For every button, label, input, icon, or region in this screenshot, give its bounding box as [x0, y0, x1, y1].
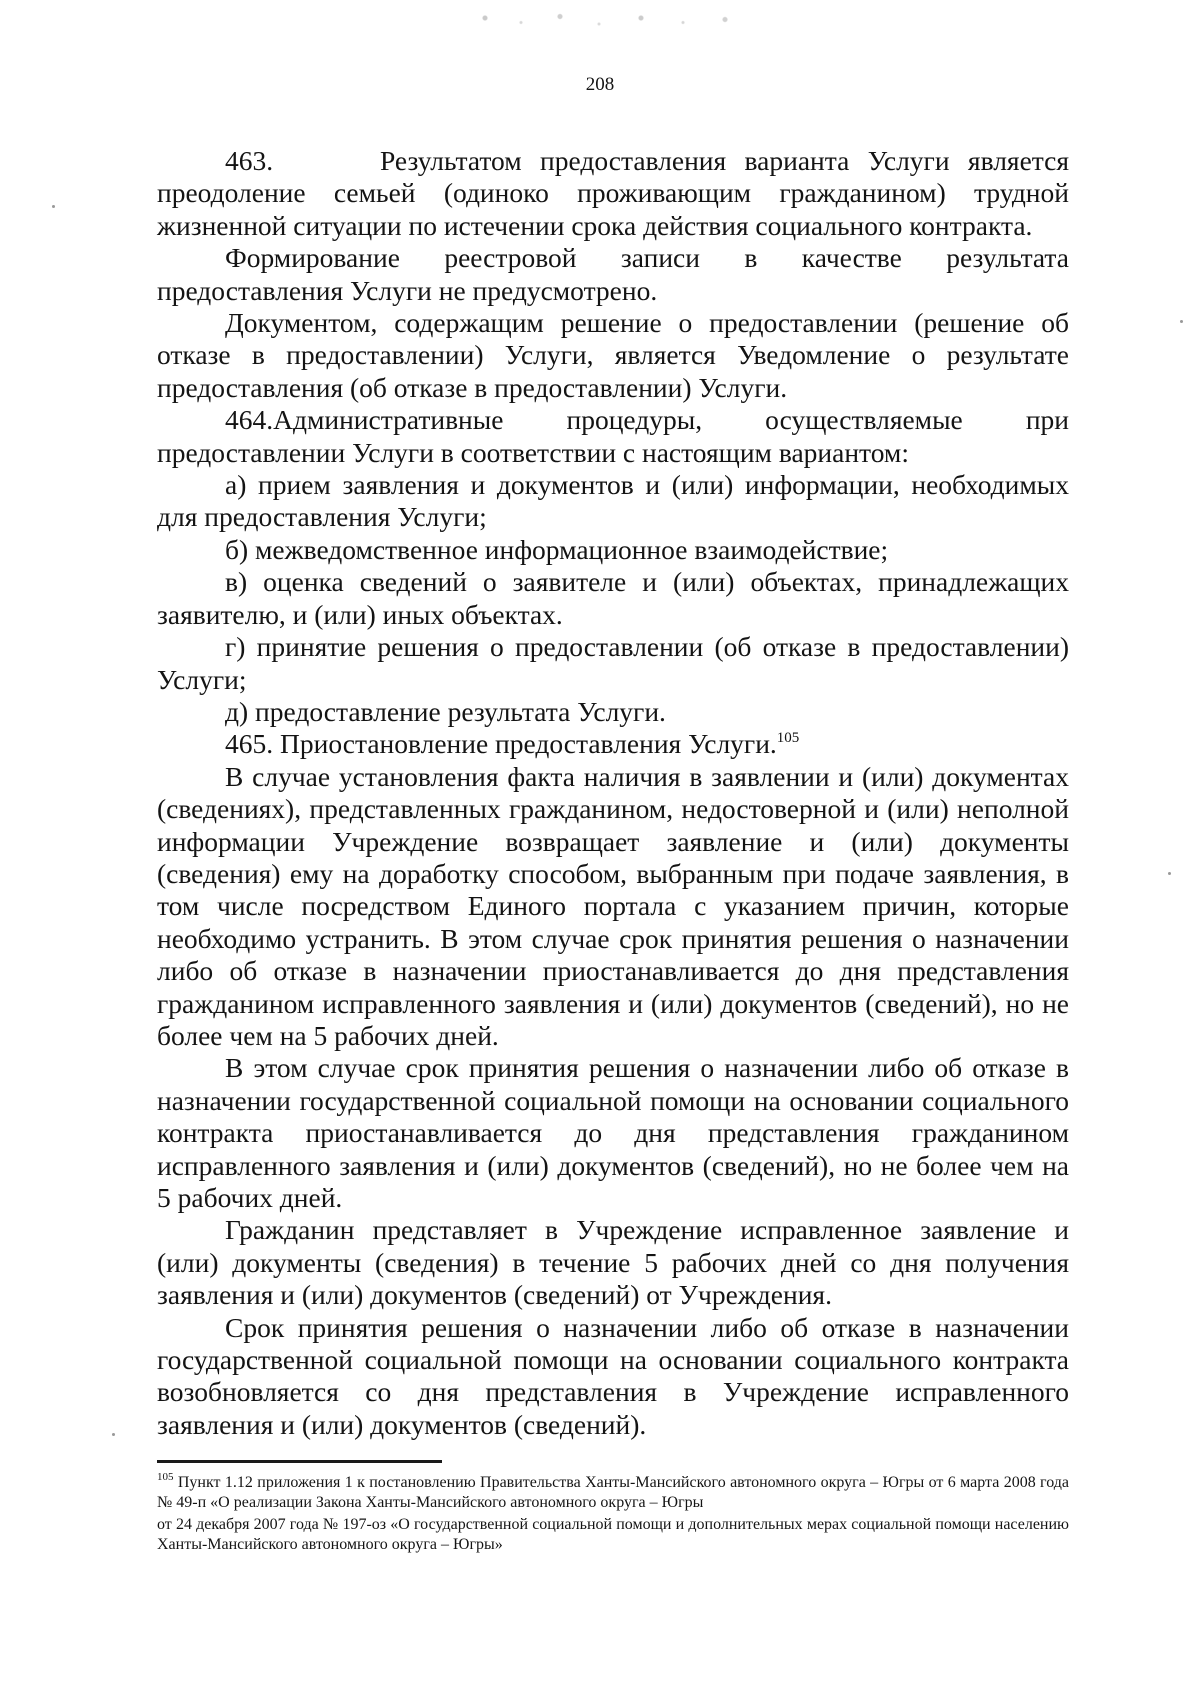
list-item-a: а) прием заявления и документов и (или) информации, необходимых для предоставления Услуги; — [157, 469, 1069, 533]
paragraph: Документом, содержащим решение о предоставлении (решение об отказе в предоставлении) Услуги, является Уведомление о результате предоставления (об отказе в предоставлении) Услуги. — [157, 307, 1069, 403]
footnote-continuation: от 24 декабря 2007 года № 197-оз «О государственной социальной помощи и дополнительных мерах социальной помощи населению Ханты-Мансийского автономного округа – Югры» — [157, 1516, 1069, 1553]
paragraph: Формирование реестровой записи в качестве результата предоставления Услуги не предусмотрено. — [157, 242, 1069, 306]
paragraph-text: Результатом предоставления варианта Услуги является преодоление семьей (одиноко проживающим гражданином) трудной жизненной ситуации по истечении срока действия социального контракта. — [157, 145, 1069, 241]
scan-speck — [1180, 320, 1183, 323]
paragraph-464: 464.Административные процедуры, осуществляемые при предоставлении Услуги в соответствии с настоящим вариантом: — [157, 404, 1069, 468]
page-number: 208 — [585, 74, 615, 95]
paragraph: В случае установления факта наличия в заявлении и (или) документах (сведениях), представленных гражданином, недостоверной и (или) неполной информации Учреждение возвращает заявление и (или) документы (сведения) ему на доработку способом, выбранным при подаче заявления, в том числе посредством Единого портала с указанием причин, которые необходимо устранить. В этом случае срок принятия решения о назначении либо об отказе в назначении приостанавливается до дня представления гражданином исправленного заявления и (или) документов (сведений), но не более чем на 5 рабочих дней. — [157, 760, 1069, 1051]
paragraph: В этом случае срок принятия решения о назначении либо об отказе в назначении государственной социальной помощи на основании социального контракта приостанавливается до дня представления гражданином исправленного заявления и (или) документов (сведений), но не более чем на 5 рабочих дней. — [157, 1052, 1069, 1213]
list-item-g: г) принятие решения о предоставлении (об отказе в предоставлении) Услуги; — [157, 631, 1069, 695]
footnote-separator — [157, 1460, 442, 1463]
scan-noise — [455, 6, 755, 36]
paragraph: Гражданин представляет в Учреждение исправленное заявление и (или) документы (сведения) в течение 5 рабочих дней со дня получения заявления и (или) документов (сведений) от Учреждения. — [157, 1214, 1069, 1311]
paragraph: Срок принятия решения о назначении либо об отказе в назначении государственной социальной помощи на основании социального контракта возобновляется со дня представления в Учреждение исправленного заявления и (или) документов (сведений). — [157, 1311, 1069, 1440]
scan-speck — [52, 205, 55, 208]
list-item-b: б) межведомственное информационное взаимодействие; — [225, 533, 889, 565]
paragraph-463 — [157, 145, 1069, 242]
paragraph-465 — [157, 728, 1069, 760]
paragraph-number: 463. — [225, 145, 274, 176]
paragraph-text: 465. Приостановление предоставления Услуги. — [225, 728, 777, 760]
list-item-v: в) оценка сведений о заявителе и (или) объектах, принадлежащих заявителю, и (или) иных объектах. — [157, 566, 1069, 630]
footnote-105 — [157, 1473, 1069, 1512]
footnote-marker: 105 — [157, 1471, 174, 1483]
document-body — [157, 145, 1069, 1441]
scan-speck — [112, 1433, 115, 1436]
list-item-d: д) предоставление результата Услуги. — [225, 695, 666, 727]
footnote-ref[interactable]: 105 — [776, 730, 800, 747]
footnotes — [157, 1473, 1069, 1557]
footnote-text: Пункт 1.12 приложения 1 к постановлению Правительства Ханты-Мансийского автономного округа – Югры от 6 марта 2008 года № 49-п «О реализации Закона Ханты-Мансийского автономного округа – Югры — [157, 1474, 1069, 1511]
scan-speck — [1168, 872, 1171, 875]
